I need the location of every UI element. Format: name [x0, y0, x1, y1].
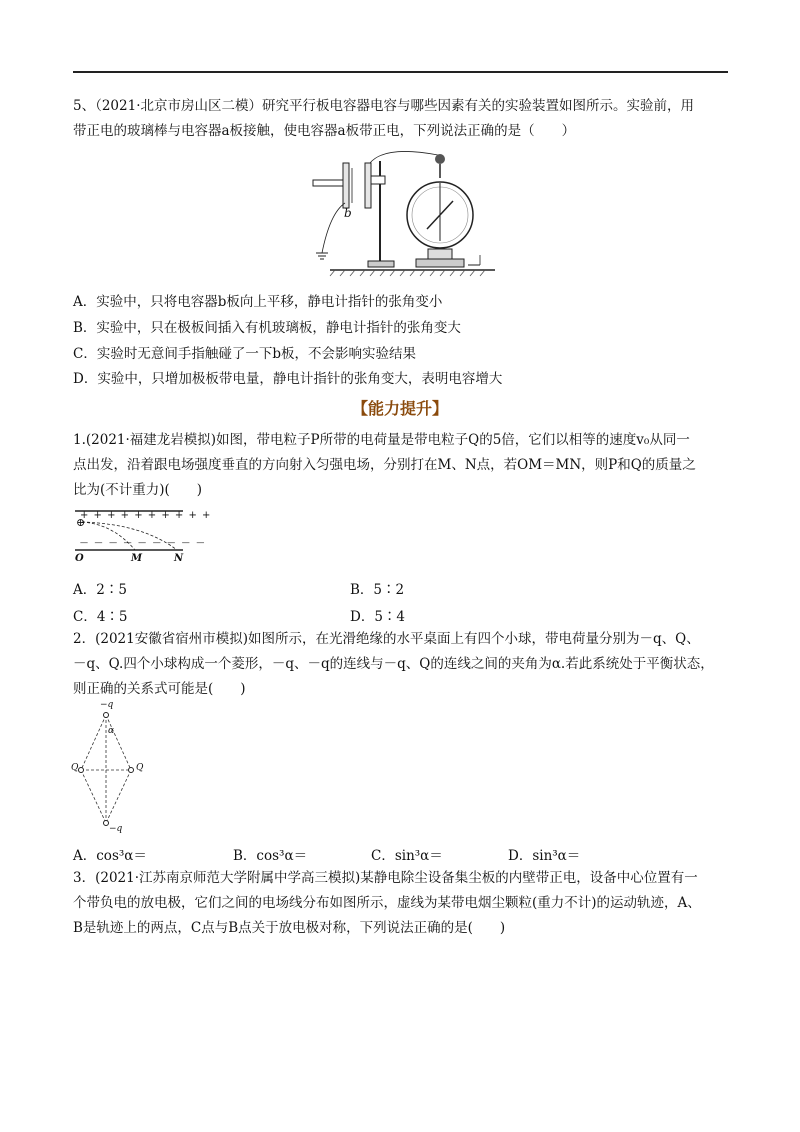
- header-rule: [73, 71, 728, 73]
- p2-option-b: B．cos³α＝: [233, 848, 308, 864]
- q5-stem-line1: 5、（2021·北京市房山区二模）研究平行板电容器电容与哪些因素有关的实验装置如图所示。实验前，用: [73, 98, 694, 114]
- p3-stem: [73, 866, 733, 941]
- rhombus-charges-figure: [70, 703, 160, 838]
- q5-option-b: B．实验中，只在极板间插入有机玻璃板，静电计指针的张角变大: [73, 320, 461, 336]
- p2-label-left: Q: [71, 763, 79, 773]
- section-heading: 【能力提升】: [351, 399, 448, 418]
- p1-stem-line3: 比为(不计重力)( ): [73, 482, 203, 498]
- p1-stem: [73, 428, 733, 503]
- p3-stem-line1: 3．(2021·江苏南京师范大学附属中学高三模拟)某静电除尘设备集尘板的内壁带正电，设备中心位置有一: [73, 870, 698, 886]
- p1-option-c: C．4∶5: [73, 609, 128, 625]
- p1-stem-line2: 点出发，沿着跟电场强度垂直的方向射入匀强电场，分别打在M、N点，若OM＝MN，则P和Q的质量之: [73, 457, 696, 473]
- p2-stem-line3: 则正确的关系式可能是( ): [73, 681, 246, 697]
- p1-charge-symbol: ⊕: [76, 516, 86, 529]
- p1-option-a: A．2∶5: [73, 582, 127, 598]
- p2-option-a: A．cos³α＝: [73, 848, 147, 864]
- capacitor-electrometer-figure: [310, 143, 500, 283]
- p2-stem: [73, 627, 733, 702]
- p1-option-b: B．5∶2: [350, 582, 405, 598]
- q5-option-c: C．实验时无意间手指触碰了一下b板，不会影响实验结果: [73, 346, 416, 362]
- q5-option-a: A．实验中，只将电容器b板向上平移，静电计指针的张角变小: [73, 294, 443, 310]
- p2-option-c: C．sin³α＝: [371, 848, 443, 864]
- p2-label-bottom: −q: [109, 824, 123, 834]
- p1-label-m: M: [131, 553, 143, 564]
- q5-stem: [73, 94, 733, 144]
- q5-option-d: D．实验中，只增加极板带电量，静电计指针的张角变大，表明电容增大: [73, 371, 503, 387]
- p1-label-o: O: [75, 553, 84, 564]
- p2-stem-line1: 2．(2021安徽省宿州市模拟)如图所示，在光滑绝缘的水平桌面上有四个小球，带电荷量分别为－q、Q、: [73, 631, 700, 647]
- p1-stem-line1: 1.(2021·福建龙岩模拟)如图，带电粒子P所带的电荷量是带电粒子Q的5倍，它们以相等的速度v₀从同一: [73, 432, 690, 448]
- p1-label-n: N: [174, 553, 184, 564]
- p1-option-d: D．5∶4: [350, 609, 406, 625]
- p2-stem-line2: －q、Q.四个小球构成一个菱形，－q、－q的连线与－q、Q的连线之间的夹角为α.若此系统处于平衡状态，: [73, 656, 714, 672]
- p3-stem-line3: B是轨迹上的两点，C点与B点关于放电极对称，下列说法正确的是( ): [73, 920, 506, 936]
- p3-stem-line2: 个带负电的放电极，它们之间的电场线分布如图所示，虚线为某带电烟尘颗粒(重力不计)的运动轨迹，A、: [73, 895, 701, 911]
- p2-label-alpha: α: [108, 726, 115, 736]
- p1-minus-plate: — — — — — — — — —: [80, 538, 207, 547]
- p2-label-top: −q: [100, 700, 114, 710]
- p1-plus-plate: + + + + + + + + + +: [80, 510, 212, 521]
- p2-option-d: D．sin³α＝: [508, 848, 581, 864]
- q5-stem-line2: 带正电的玻璃棒与电容器a板接触，使电容器a板带正电，下列说法正确的是（ ）: [73, 123, 576, 139]
- p2-label-right: Q: [136, 763, 144, 773]
- q5-figure-label-b: b: [344, 206, 352, 220]
